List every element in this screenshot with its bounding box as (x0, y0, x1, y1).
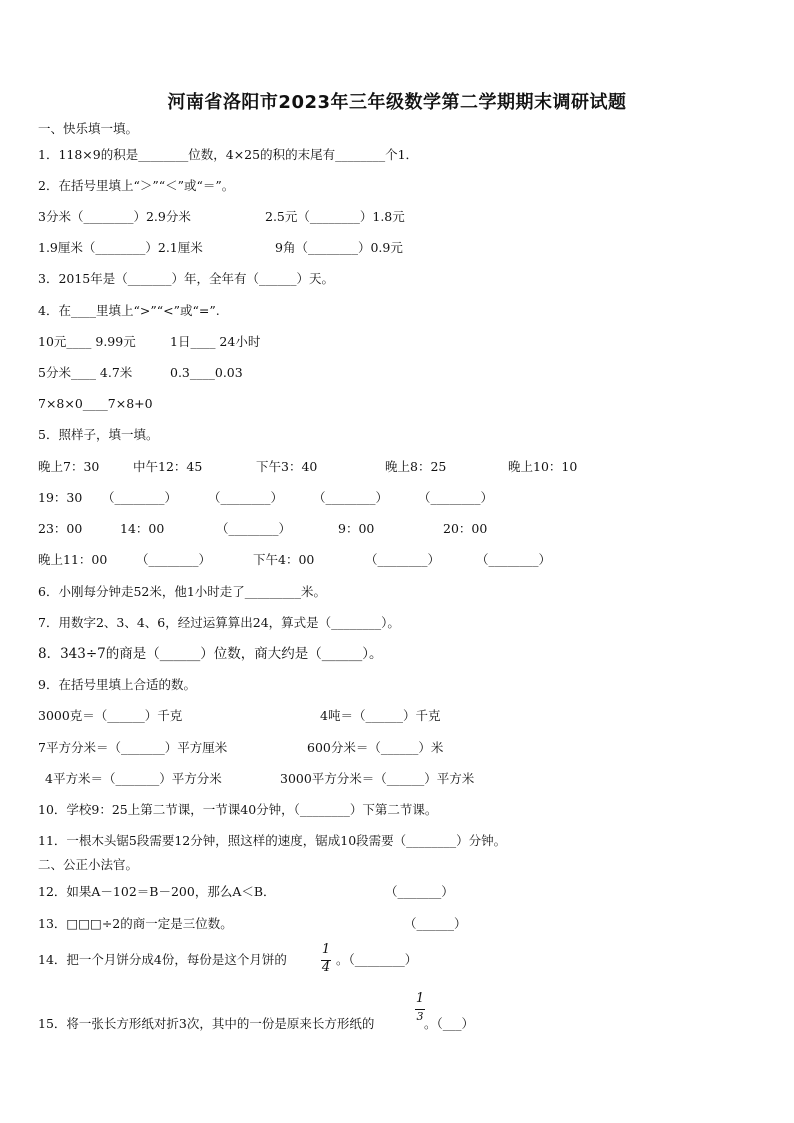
q14-fraction-numerator: 1 (321, 942, 331, 957)
page-title: 河南省洛阳市2023年三年级数学第二学期期末调研试题 (167, 92, 627, 113)
q9-r2-b: 600分米＝（______）米 (307, 740, 444, 755)
q9-row-3 (0, 771, 794, 787)
q9-row-2 (0, 740, 794, 756)
q14-row (0, 952, 794, 968)
q5-h-3: 下午3：40 (256, 459, 318, 474)
question-8: 8．343÷7的商是（______）位数，商大约是（______）。 (38, 646, 383, 662)
q15-fraction-numerator: 1 (415, 991, 425, 1006)
q5-r3-1: 晚上11：00 (38, 552, 108, 567)
q5-h-5: 晚上10：10 (508, 459, 578, 474)
q4-row-3 (0, 396, 794, 412)
question-6: 6．小刚每分钟走52米，他1小时走了_________米。 (38, 584, 327, 599)
q15-fraction-denominator: 3 (416, 1010, 424, 1023)
q5-r3-5: （________） (476, 552, 552, 567)
q13-row (0, 916, 794, 932)
q5-r1-2: （________） (102, 490, 178, 505)
q4-row-1 (0, 334, 794, 350)
q5-r1-3: （________） (208, 490, 284, 505)
q5-r2-5: 20：00 (443, 521, 488, 536)
q2-row-2 (0, 240, 794, 256)
q4-row3-a: 7×8×0____7×8+0 (38, 396, 153, 411)
q9-r1-b: 4吨＝（______）千克 (320, 708, 441, 723)
q5-r1-5: （________） (418, 490, 494, 505)
q5-r3-2: （________） (136, 552, 212, 567)
q2-row2-b: 9角（________）0.9元 (275, 240, 403, 255)
q5-row-3 (0, 552, 794, 568)
q4-row2-b: 0.3____0.03 (170, 365, 243, 380)
question-11: 11．一根木头锯5段需要12分钟，照这样的速度，锯成10段需要（________）分钟。 (38, 833, 507, 848)
question-5: 5．照样子，填一填。 (38, 427, 159, 442)
question-4: 4．在____里填上“>”“<”或“=”. (38, 303, 220, 318)
q5-r2-1: 23：00 (38, 521, 83, 536)
q9-r2-a: 7平方分米＝（_______）平方厘米 (38, 740, 228, 755)
q14-tail: 。（________） (336, 952, 418, 967)
q9-r3-a: 4平方米＝（_______）平方分米 (45, 771, 222, 786)
q5-r1-4: （________） (313, 490, 389, 505)
q5-h-2: 中午12：45 (133, 459, 203, 474)
q9-r1-a: 3000克＝（______）千克 (38, 708, 183, 723)
q2-row2-a: 1.9厘米（________）2.1厘米 (38, 240, 203, 255)
question-2: 2．在括号里填上“＞”“＜”或“＝”。 (38, 178, 235, 193)
q5-r3-3: 下午4：00 (253, 552, 315, 567)
q2-row1-a: 3分米（________）2.9分米 (38, 209, 191, 224)
section-2-heading: 二、公正小法官。 (38, 857, 139, 872)
q5-header-row (0, 459, 794, 475)
q15-row (0, 1016, 794, 1032)
question-10: 10．学校9：25上第二节课，一节课40分钟，（________）下第二节课。 (38, 802, 438, 817)
q5-row-2 (0, 521, 794, 537)
q5-h-4: 晚上8：25 (385, 459, 447, 474)
q4-row2-a: 5分米____ 4.7米 (38, 365, 133, 380)
question-1: 1．118×9的积是________位数，4×25的积的末尾有________个1． (38, 147, 419, 162)
q5-row-1 (0, 490, 794, 506)
q4-row-2 (0, 365, 794, 381)
question-9: 9．在括号里填上合适的数。 (38, 677, 196, 692)
question-7: 7．用数字2、3、4、6，经过运算算出24，算式是（________）。 (38, 615, 400, 630)
section-1-heading: 一、快乐填一填。 (38, 121, 139, 136)
q4-row1-b: 1日____ 24小时 (170, 334, 261, 349)
q2-row1-b: 2.5元（________）1.8元 (265, 209, 405, 224)
q12-row (0, 884, 794, 900)
q15-tail: 。（___） (424, 1016, 475, 1031)
q5-r2-3: （________） (216, 521, 292, 536)
q4-row1-a: 10元____ 9.99元 (38, 334, 136, 349)
q13-blank: （______） (404, 916, 467, 931)
question-12: 12．如果A－102＝B－200，那么A＜B． (38, 884, 276, 899)
q5-r1-1: 19：30 (38, 490, 83, 505)
q12-blank: （_______） (385, 884, 454, 899)
q5-r2-2: 14：00 (120, 521, 165, 536)
question-3: 3．2015年是（_______）年，全年有（______）天。 (38, 271, 335, 286)
q2-row-1 (0, 209, 794, 225)
q14-fraction-denominator: 4 (321, 960, 331, 975)
q5-r2-4: 9：00 (338, 521, 375, 536)
question-15: 15．将一张长方形纸对折3次，其中的一份是原来长方形纸的 (38, 1016, 375, 1031)
q9-row-1 (0, 708, 794, 724)
q9-r3-b: 3000平方分米＝（______）平方米 (280, 771, 475, 786)
q5-r3-4: （________） (365, 552, 441, 567)
question-14: 14．把一个月饼分成4份，每份是这个月饼的 (38, 952, 287, 967)
question-13: 13．□□□÷2的商一定是三位数。 (38, 916, 233, 931)
q5-h-1: 晚上7：30 (38, 459, 100, 474)
